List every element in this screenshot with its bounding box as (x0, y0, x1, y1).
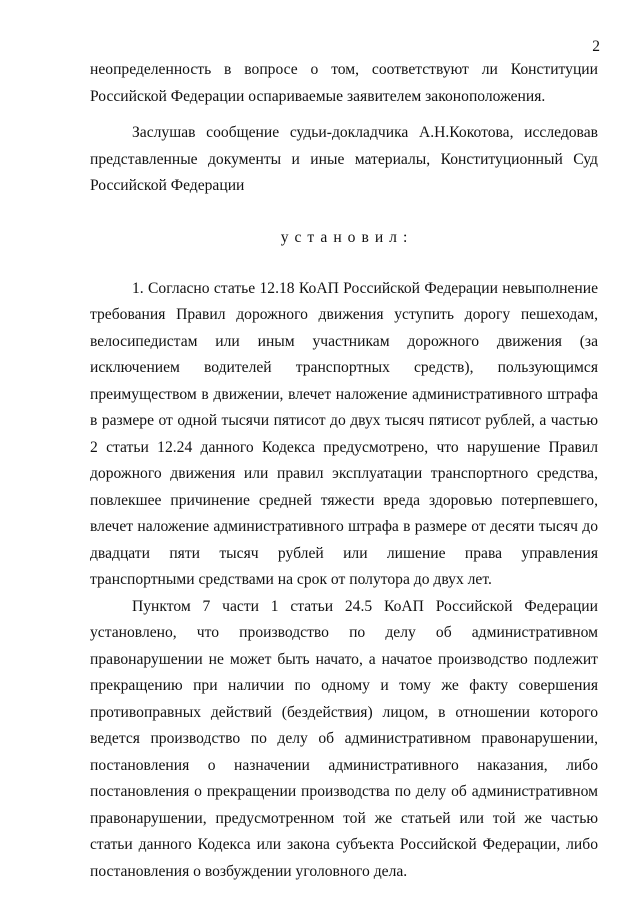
section-heading: установил: (280, 228, 414, 246)
paragraph-article-24-5: Пунктом 7 части 1 статьи 24.5 КоАП Российской Федерации установлено, что производство по делу об административном правонарушении не может быть начато, а начатое производство подлежит прекращению при наличии по одному и тому же факту совершения противоправных действий (бездействия) лицом, в отношении которого ведется производство по делу об административном правонарушении, постановления о назначении административного наказания, либо постановления о прекращении производства по делу об административном правонарушении, предусмотренном той же статьей или той же частью статьи данного Кодекса или закона субъекта Российской Федерации, либо постановления о возбуждении уголовного дела. (90, 597, 598, 880)
paragraph-hearing: Заслушав сообщение судьи-докладчика А.Н.Кокотова, исследовав представленные документы и иные материалы, Конституционный Суд Российской Федерации (90, 124, 598, 194)
page-number: 2 (592, 38, 600, 55)
document-body (90, 57, 598, 885)
paragraph-article-12-18: 1. Согласно статье 12.18 КоАП Российской Федерации невыполнение требования Правил дорожного движения уступить дорогу пешеходам, велосипедистам или иным участникам дорожного движения (за исключением водителей транспортных средств), пользующимся преимуществом в движении, влечет наложение административного штрафа в размере от одной тысячи пятисот до двух тысяч пятисот рублей, а частью 2 статьи 12.24 данного Кодекса предусмотрено, что нарушение Правил дорожного движения или правил эксплуатации транспортного средства, повлекшее причинение средней тяжести вреда здоровью потерпевшего, влечет наложение административного штрафа в размере от десяти тысяч до двадцати пяти тысяч рублей или лишение права управления транспортными средствами на срок от полутора до двух лет. (90, 279, 598, 588)
paragraph-continuation: неопределенность в вопросе о том, соответствуют ли Конституции Российской Федерации оспариваемые заявителем законоположения. (90, 61, 598, 105)
